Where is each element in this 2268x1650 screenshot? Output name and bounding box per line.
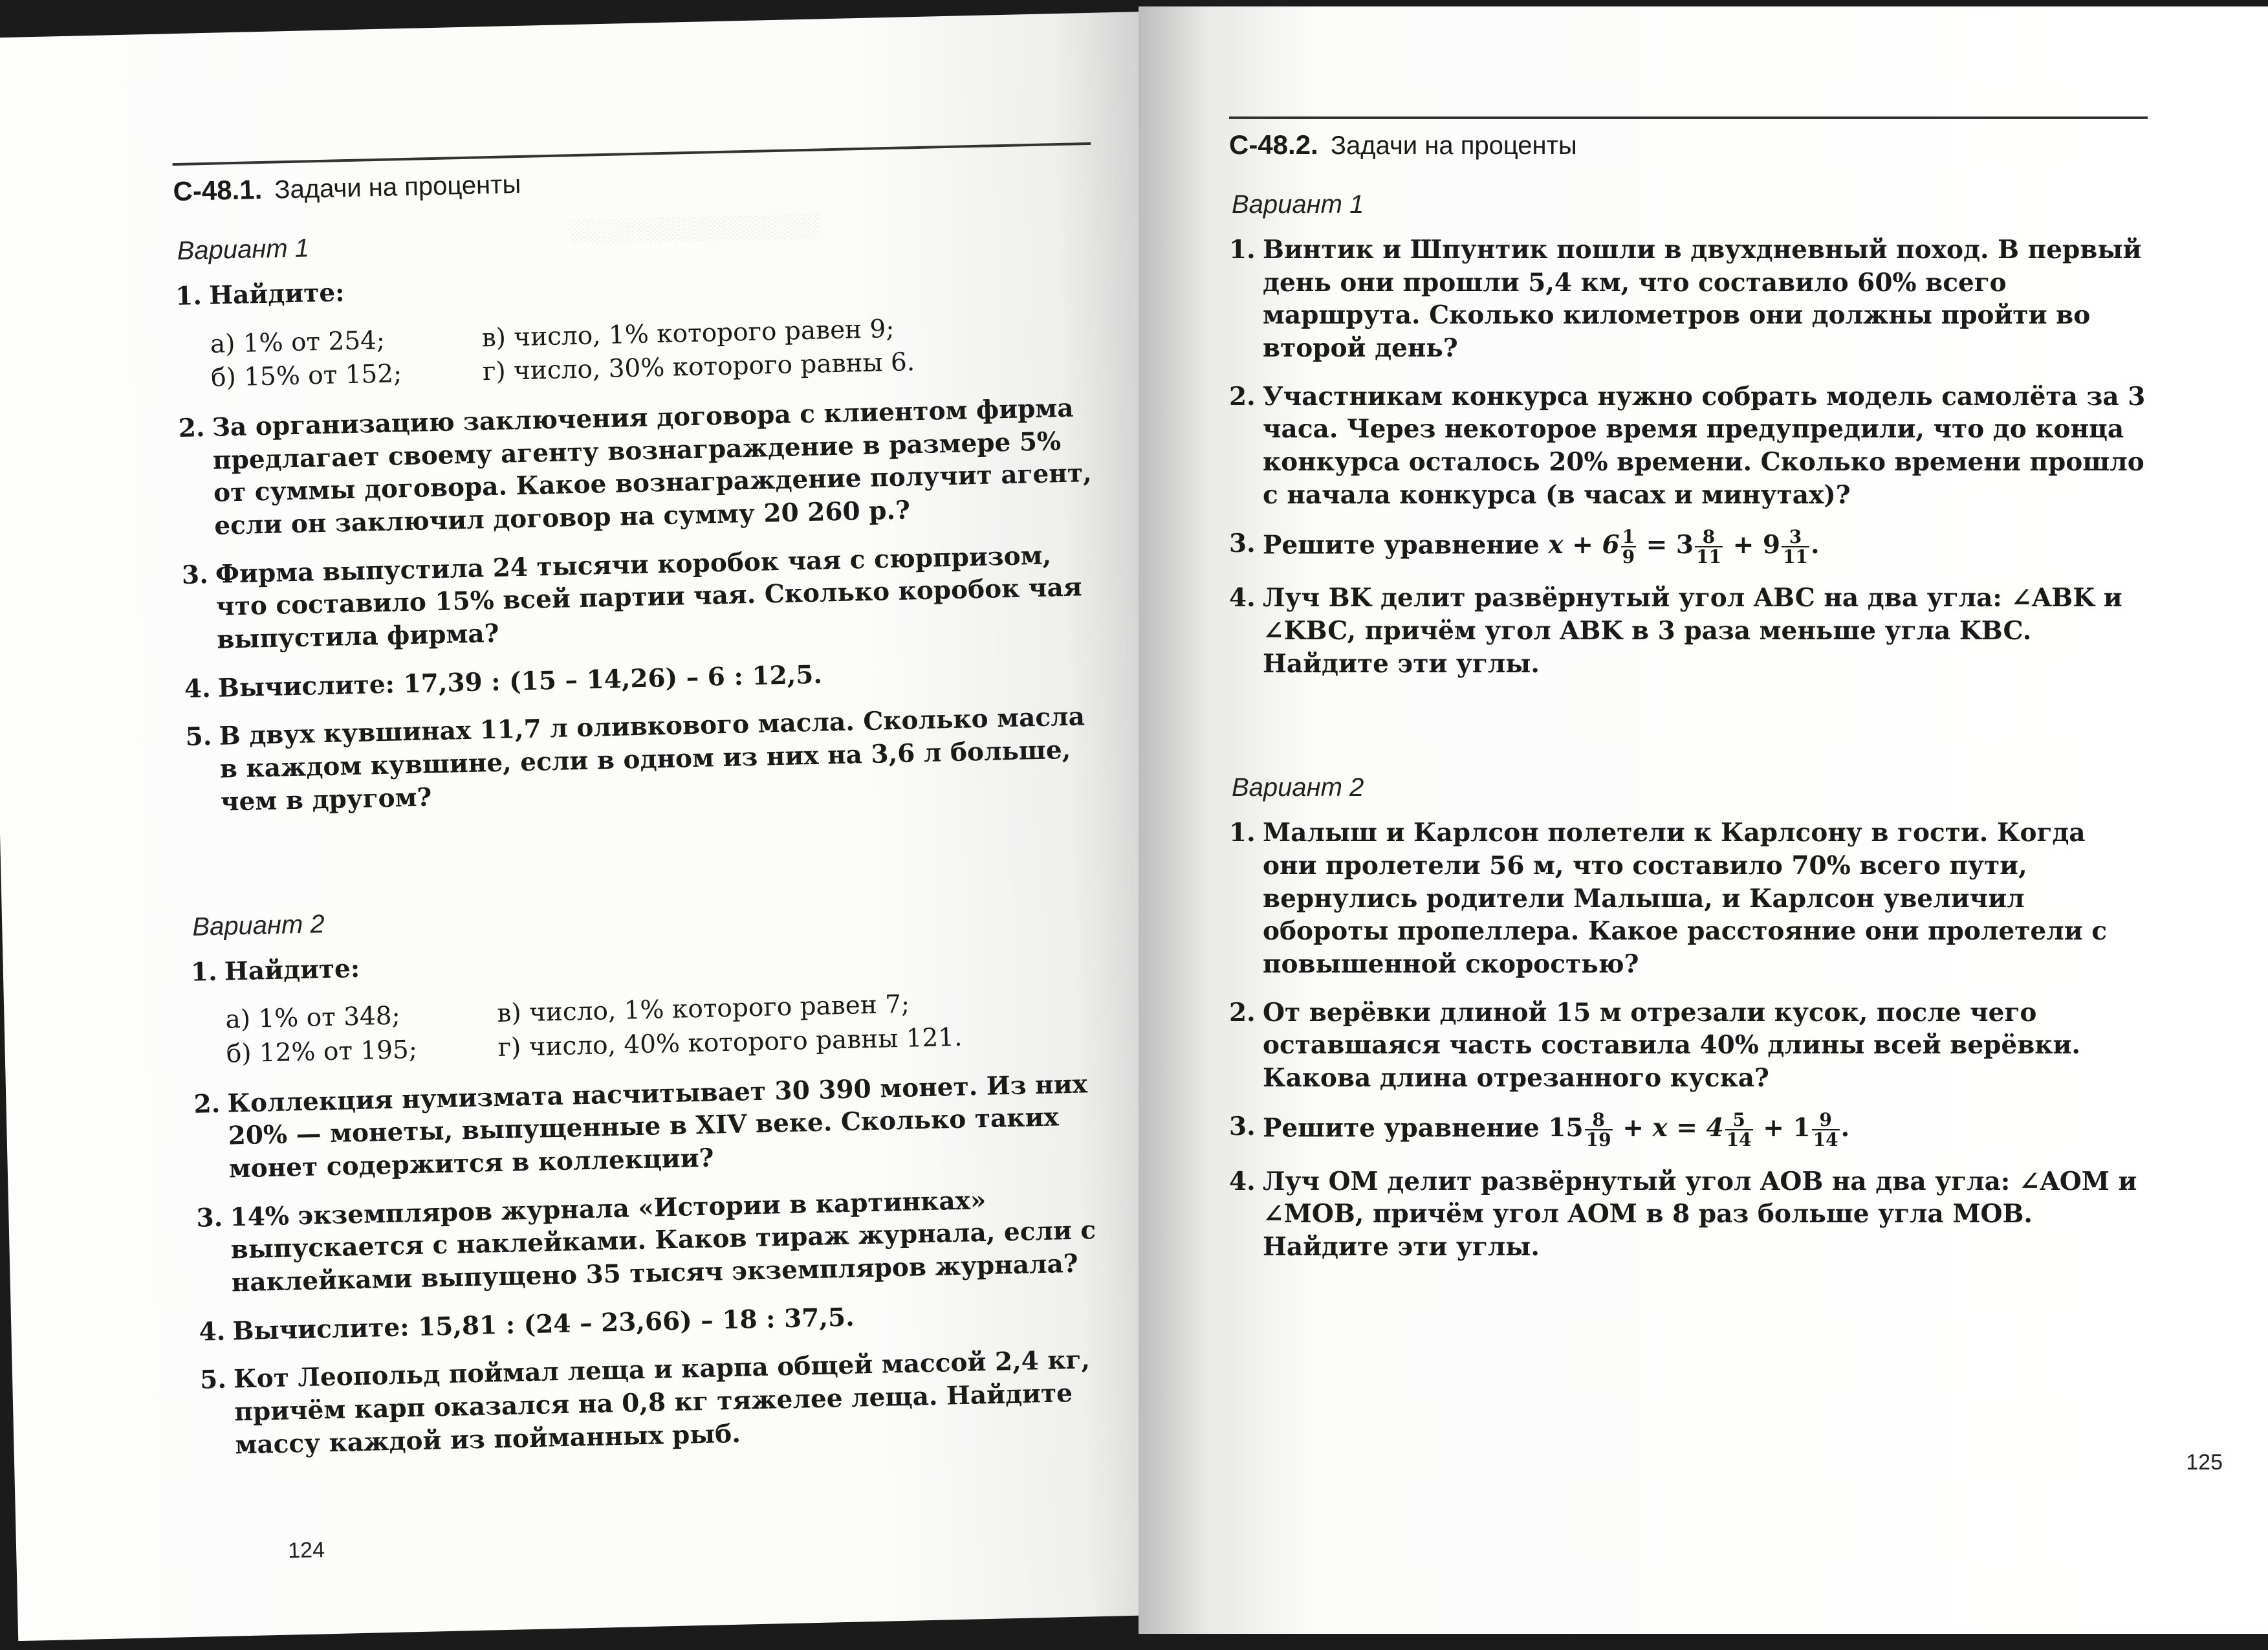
task-number: 1.: [1229, 235, 1256, 265]
left-page: [0, 12, 1183, 1641]
task-text: Малыш и Карлсон полетели к Карлсону в гости. Когда они пролетели 56 м, что составило 70% всего пути, вернулись родители Малыша, и Карлсон увеличил обороты пропеллера. Какое расстояние они пролетели с повышенной скоростью?: [1263, 818, 2107, 980]
equation-end: .: [1810, 529, 1820, 560]
denominator: 11: [1783, 545, 1808, 567]
page-number: 125: [2186, 1450, 2223, 1475]
task: [1229, 380, 2148, 512]
task-number: 3.: [196, 1202, 223, 1233]
fraction: [1812, 1110, 1840, 1150]
task-text: Фирма выпустила 24 тысячи коробок чая с сюрпризом, что составило 15% всей партии чая. Сколько коробок чая выпустила фирма?: [215, 540, 1083, 655]
task: [1229, 996, 2148, 1095]
variant-label: Вариант 1: [1232, 190, 1364, 219]
task-number: 3.: [1229, 528, 1256, 558]
equation: [1548, 1108, 1850, 1151]
equation-prefix: Решите уравнение: [1263, 529, 1540, 560]
task-text: Найдите:: [208, 278, 345, 311]
task-number: 5.: [185, 721, 212, 753]
task: [185, 700, 1106, 819]
task: [196, 1181, 1117, 1300]
denominator: 9: [1622, 545, 1635, 567]
task-number: 1.: [1229, 818, 1256, 848]
task-number: 3.: [181, 559, 209, 590]
task-text: Участникам конкурса нужно собрать модель самолёта за 3 часа. Через некоторое время предупредили, что до конца конкурса осталось 20% времени. Сколько времени прошло с начала конкурса (в часах и минутах)?: [1263, 381, 2146, 510]
variant-label: Вариант 2: [191, 909, 325, 941]
subitem: г) число, 30% которого равны 6.: [482, 347, 915, 387]
equation-end: .: [1840, 1113, 1850, 1143]
fraction: [1782, 527, 1809, 567]
task-number: 1.: [190, 956, 218, 987]
denominator: 14: [1813, 1129, 1838, 1151]
right-page-content: [1229, 116, 2148, 1279]
task-text: [1263, 1110, 2148, 1150]
task-subitems: [210, 308, 1096, 396]
numerator: 8: [1695, 527, 1723, 547]
subitem: в) число, 1% которого равен 7;: [497, 989, 910, 1029]
task-text: Коллекция нумизмата насчитывает 30 390 монет. Из них 20% — монеты, выпущенные в XIV веке. Сколько таких монет содержится в коллекции?: [227, 1068, 1088, 1184]
subitem: в) число, 1% которого равен 9;: [481, 314, 895, 353]
task-text: Вычислите: 17,39 : (15 – 14,26) – 6 : 12,5.: [217, 659, 823, 703]
show-through-ghost: ░░░░░░░░░░░░░░░░: [568, 213, 818, 244]
task-text: В двух кувшинах 11,7 л оливкового масла. Сколько масла в каждом кувшине, если в одном из них на 3,6 л больше, чем в другом?: [219, 701, 1085, 817]
equation-plus: + 9: [1732, 529, 1781, 560]
fraction: [1725, 1110, 1753, 1150]
task-number: 5.: [199, 1365, 227, 1395]
subitem: б) 15% от 152;: [210, 359, 402, 393]
task: [193, 1067, 1114, 1186]
task: [199, 1295, 1118, 1348]
equation-prefix: Решите уравнение: [1263, 1113, 1540, 1143]
task-number: 2.: [1229, 997, 1256, 1028]
task-subitems: [225, 984, 1111, 1072]
denominator: 19: [1586, 1129, 1611, 1151]
task: [178, 391, 1099, 544]
task-number: 3.: [1229, 1111, 1256, 1141]
numerator: 1: [1622, 525, 1635, 547]
subitem: а) 1% от 348;: [225, 1001, 401, 1035]
section-header: [173, 142, 1092, 215]
denominator: 11: [1696, 545, 1722, 567]
section-code: С-48.2.: [1229, 129, 1318, 160]
task-number: 4.: [1229, 583, 1256, 613]
variant-label: Вариант 2: [1232, 773, 1364, 802]
subitem: а) 1% от 254;: [210, 325, 386, 359]
task: [1229, 1110, 2148, 1150]
task: [1229, 527, 2148, 567]
task: [175, 259, 1095, 313]
task: [190, 935, 1109, 989]
section-header: [1229, 116, 2148, 168]
task: [200, 1343, 1120, 1462]
task: [184, 652, 1103, 705]
equation-plus: + 1: [1763, 1113, 1811, 1143]
task-text: От верёвки длиной 15 м отрезали кусок, после чего оставшаяся часть составила 40% длины всей верёвки. Какова длина отрезанного куска?: [1263, 997, 2080, 1094]
task-number: 2.: [178, 413, 206, 443]
task-number: 4.: [199, 1316, 226, 1347]
section-code: С-48.1.: [173, 173, 263, 207]
task-number: 2.: [1229, 381, 1256, 412]
task-text: [1263, 527, 2148, 567]
numerator: 5: [1725, 1110, 1753, 1130]
denominator: 14: [1726, 1129, 1752, 1151]
equation: [1548, 525, 1820, 567]
task-number: 1.: [175, 281, 202, 312]
task-text: 14% экземпляров журнала «Истории в картинках» выпускается с наклейками. Каков тираж журнала, если с наклейками выпущено 35 тысяч экземпляров журнала?: [230, 1185, 1096, 1298]
page-number: 124: [287, 1537, 325, 1563]
equation-mid: = 3: [1646, 529, 1694, 560]
task: [1229, 1165, 2148, 1264]
section-title: Задачи на проценты: [274, 170, 521, 204]
subitem: г) число, 40% которого равны 121.: [497, 1022, 963, 1062]
equation-mid: + x = 4: [1622, 1113, 1724, 1143]
task: [1229, 582, 2148, 680]
numerator: 8: [1585, 1110, 1613, 1130]
task-text: Найдите:: [224, 953, 360, 987]
right-page: [1139, 6, 2268, 1634]
task-number: 4.: [184, 673, 212, 704]
variant-label: Вариант 1: [177, 234, 310, 265]
task-text: Луч BK делит развёрнутый угол ABC на два угла: ∠ABK и ∠KBC, причём угол ABK в 3 раза меньше угла KBC. Найдите эти углы.: [1263, 583, 2122, 679]
task-text: Вычислите: 15,81 : (24 – 23,66) – 18 : 37,5.: [232, 1302, 855, 1347]
equation-lhs: 15: [1548, 1113, 1584, 1143]
equation-lhs: x + 6: [1548, 529, 1620, 560]
task: [1229, 817, 2148, 980]
task-text: Луч OM делит развёрнутый угол AOB на два угла: ∠AOM и ∠MOB, причём угол AOM в 8 раз больше угла MOB. Найдите эти углы.: [1263, 1166, 2137, 1262]
numerator: 3: [1782, 527, 1809, 547]
task-number: 2.: [193, 1088, 221, 1119]
subitem: б) 12% от 195;: [226, 1035, 418, 1069]
left-page-content: [173, 142, 1121, 1478]
fraction: [1695, 527, 1723, 567]
section-title: Задачи на проценты: [1330, 131, 1577, 160]
task: [1229, 234, 2148, 365]
fraction: [1621, 527, 1636, 567]
task-number: 4.: [1229, 1166, 1256, 1196]
task: [181, 538, 1102, 657]
task-text: За организацию заключения договора с клиентом фирма предлагает своему агенту вознаграждение в размере 5% от суммы договора. Какое вознаграждение получит агент, если он заключил договор на сумму 20 260 р.?: [212, 393, 1093, 541]
fraction: [1585, 1110, 1613, 1150]
numerator: 9: [1812, 1110, 1840, 1130]
task-text: Винтик и Шпунтик пошли в двухдневный поход. В первый день они прошли 5,4 км, что составило 60% всего маршрута. Сколько километров они должны пройти во второй день?: [1263, 235, 2142, 364]
task-text: Кот Леопольд поймал леща и карпа общей массой 2,4 кг, причём карп оказался на 0,8 кг тяжелее леща. Найдите массу каждой из пойманных рыб.: [233, 1345, 1091, 1460]
